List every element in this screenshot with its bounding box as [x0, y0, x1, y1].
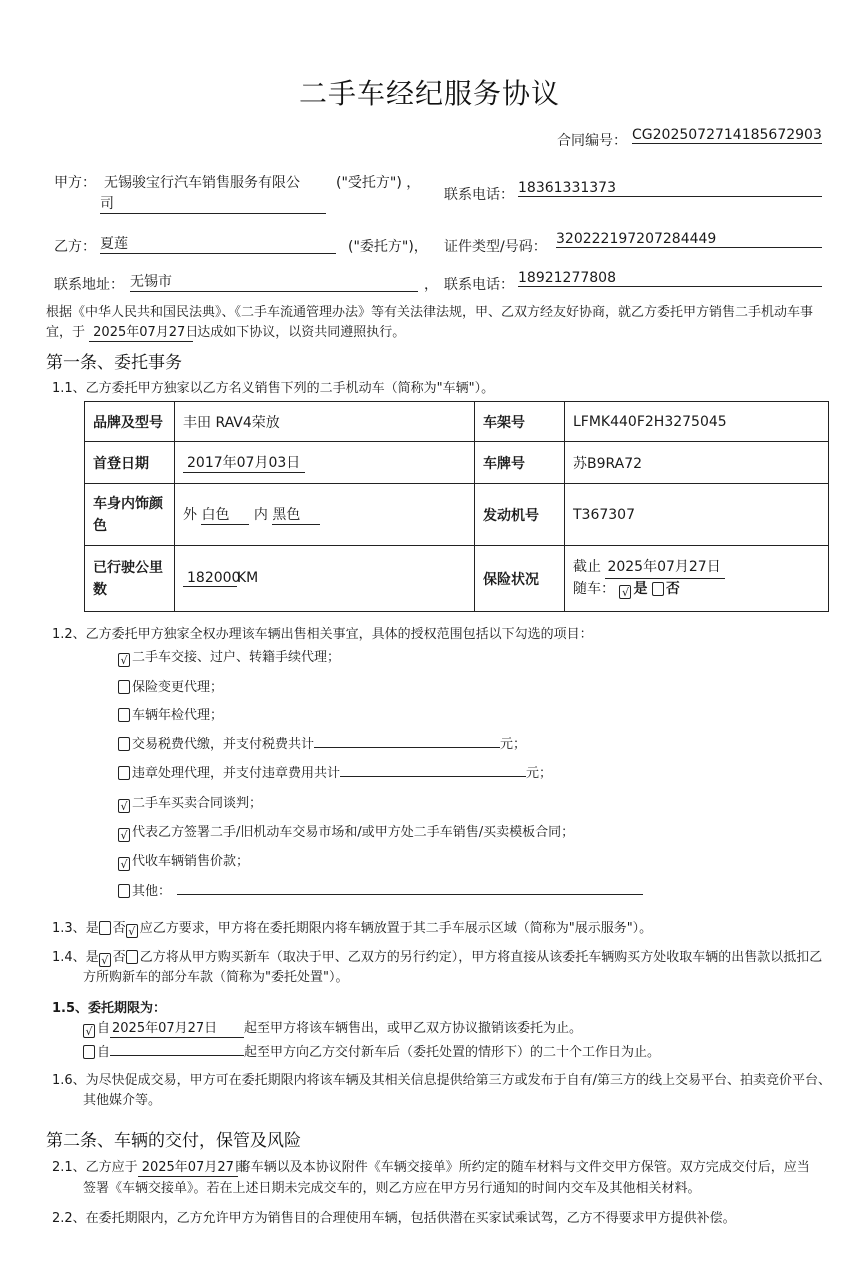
- preamble-post: 达成如下协议，以资共同遵照执行。: [197, 325, 406, 340]
- c14-yes-checkbox[interactable]: √: [99, 953, 111, 967]
- preamble-date: 2025年07月27日: [89, 325, 193, 342]
- option-checkbox[interactable]: [118, 737, 130, 751]
- option-suffix: 元；: [526, 766, 553, 781]
- option-item: [118, 792, 262, 813]
- party-b-address: 无锡市: [130, 271, 418, 292]
- option-checkbox[interactable]: [118, 708, 130, 722]
- term-option-1-checkbox[interactable]: √: [83, 1024, 95, 1038]
- option-label: 二手车买卖合同谈判；: [132, 796, 263, 811]
- party-b-id-label: 证件类型/号码：: [444, 239, 547, 255]
- term-start-date-2[interactable]: [110, 1039, 244, 1056]
- insurance-no-label: 否: [665, 581, 680, 597]
- clause-text: 2.1、乙方应于: [52, 1160, 138, 1175]
- party-b-phone: 18921277808: [518, 270, 822, 287]
- c13-no-checkbox[interactable]: √: [126, 924, 138, 938]
- preamble-line1: 根据《中华人民共和国民法典》、《二手车流通管理办法》等有关法律法规，甲、乙双方经友好协商，就乙方委托甲方销售二手机动车事: [46, 305, 814, 320]
- term-text: 起至甲方向乙方交付新车后（委托处置的情形下）的二十个工作日为止。: [244, 1045, 661, 1060]
- option-label: 保险变更代理；: [132, 680, 224, 695]
- plate-label: 车牌号: [475, 442, 565, 484]
- option-checkbox[interactable]: [118, 680, 130, 694]
- table-row: [85, 402, 829, 442]
- option-checkbox[interactable]: √: [118, 799, 130, 813]
- color-ext-value: 白色: [201, 504, 249, 525]
- clause-number: 1.4、: [52, 950, 86, 965]
- clause-2-1: [52, 1157, 810, 1178]
- violation-amount-field[interactable]: [340, 762, 526, 777]
- mileage-label: 已行驶公里数: [85, 546, 175, 612]
- color-int-value: 黑色: [272, 504, 320, 525]
- table-row: [85, 484, 829, 546]
- party-b-phone-label: 联系电话：: [444, 277, 514, 293]
- clause-text: 应乙方要求，甲方将在委托期限内将车辆放置于其二手车展示区域（简称为"展示服务"）。: [139, 921, 653, 936]
- option-checkbox[interactable]: √: [118, 828, 130, 842]
- clause-text: 乙方将从甲方购买新车（取决于甲、乙双方的另行约定），甲方将直接从该委托车辆购买方处收取车辆的出售款以抵扣乙: [139, 950, 823, 965]
- color-label: 车身内饰颜色: [85, 484, 175, 546]
- other-field[interactable]: [177, 880, 643, 895]
- mileage-value: 182000: [183, 570, 237, 587]
- clause-text: 将车辆以及本协议附件《车辆交接单》所约定的随车材料与文件交甲方保管。双方完成交付后，应当: [237, 1160, 810, 1175]
- table-row: [85, 442, 829, 484]
- address-comma: ，: [424, 277, 438, 293]
- contract-number: CG2025072714185672903: [632, 127, 822, 143]
- option-item: [118, 850, 249, 871]
- yes-label: 是: [85, 921, 99, 936]
- color-ext-label: 外: [183, 507, 197, 523]
- clause-1-2: 1.2、乙方委托甲方独家全权办理该车辆出售相关事宜，具体的授权范围包括以下勾选的项目：: [52, 627, 593, 642]
- color-int-label: 内: [253, 507, 268, 523]
- option-label: 代表乙方签署二手/旧机动车交易市场和/或甲方处二手车销售/买卖模板合同；: [132, 825, 575, 840]
- term-option-2-checkbox[interactable]: [83, 1045, 95, 1059]
- option-item: [118, 821, 574, 842]
- clause-2-1-line2: 签署《车辆交接单》。若在上述日期未完成交车的，则乙方应在甲方另行通知的时间内交车及其他相关材料。: [83, 1181, 701, 1196]
- yes-label: 是: [85, 950, 99, 965]
- tax-amount-field[interactable]: [314, 733, 500, 748]
- party-b-address-label: 联系地址：: [54, 277, 124, 293]
- no-label: 否: [112, 950, 126, 965]
- option-checkbox[interactable]: √: [118, 857, 130, 871]
- option-checkbox[interactable]: [118, 766, 130, 780]
- section2-title: 第二条、车辆的交付，保管及风险: [46, 1131, 301, 1151]
- vehicle-info-table: [84, 401, 829, 612]
- option-label: 代收车辆销售价款；: [132, 854, 250, 869]
- c13-yes-checkbox[interactable]: [99, 921, 111, 935]
- party-b-name: 夏莲: [100, 233, 336, 254]
- party-a-name-line2: 司: [100, 193, 326, 214]
- option-item: [118, 733, 526, 752]
- insurance-no-checkbox[interactable]: [652, 582, 664, 596]
- plate-value: 苏B9RA72: [565, 442, 829, 484]
- party-a-name-line1: 无锡骏宝行汽车销售服务有限公: [104, 175, 300, 191]
- engine-value: T367307: [565, 484, 829, 546]
- mileage-unit: KM: [237, 570, 259, 586]
- option-checkbox[interactable]: [118, 884, 130, 898]
- option-item: [118, 880, 643, 899]
- insurance-yes-label: 是: [633, 581, 648, 597]
- document-title: 二手车经纪服务协议: [298, 77, 560, 110]
- clause-1-5-title: 1.5、委托期限为：: [52, 1001, 167, 1016]
- term-option-1: [83, 1018, 582, 1039]
- from-label: 自: [97, 1045, 111, 1060]
- term-text: 起至甲方将该车辆售出，或甲乙双方协议撤销该委托为止。: [244, 1021, 583, 1036]
- party-b-role: ("委托方")，: [348, 239, 428, 255]
- clause-2-2: 2.2、在委托期限内，乙方允许甲方为销售目的合理使用车辆，包括供潜在买家试乘试驾，乙方不得要求甲方提供补偿。: [52, 1211, 736, 1226]
- engine-label: 发动机号: [475, 484, 565, 546]
- option-item: [118, 762, 552, 781]
- option-checkbox[interactable]: √: [118, 653, 130, 667]
- insurance-until-date: 2025年07月27日: [605, 557, 725, 579]
- term-option-2: [83, 1039, 660, 1063]
- option-label: 其他：: [132, 884, 172, 899]
- insurance-until-label: 截止: [573, 559, 601, 575]
- option-label: 交易税费代缴，并支付税费共计: [132, 737, 315, 752]
- preamble-pre: 宜，于: [46, 325, 86, 340]
- vin-value: LFMK440F2H3275045: [565, 402, 829, 442]
- insurance-label: 保险状况: [475, 546, 565, 612]
- party-a-role: ("受托方") ，: [336, 175, 421, 191]
- option-item: [118, 676, 223, 695]
- brand-value: 丰田 RAV4荣放: [175, 402, 475, 442]
- party-a-phone: 18361331373: [518, 180, 822, 197]
- clause-1-4-line2: 方所购新车的部分车款（简称为"委托处置"）。: [83, 970, 349, 985]
- option-label: 违章处理代理，并支付违章费用共计: [132, 766, 341, 781]
- party-a-phone-label: 联系电话：: [444, 187, 514, 203]
- insurance-yes-checkbox[interactable]: √: [619, 585, 631, 599]
- table-row: [85, 546, 829, 612]
- clause-number: 1.3、: [52, 921, 86, 936]
- clause-1-3: [52, 918, 652, 939]
- option-label: 二手车交接、过户、转籍手续代理；: [132, 650, 341, 665]
- delivery-date: 2025年07月27日: [138, 1160, 238, 1177]
- contract-number-label: 合同编号：: [557, 133, 627, 149]
- party-b-label: 乙方：: [54, 239, 96, 255]
- option-item: [118, 646, 340, 667]
- clause-1-1: 1.1、乙方委托甲方独家以乙方名义销售下列的二手机动车（简称为"车辆"）。: [52, 381, 495, 396]
- clause-1-6-line2: 其他媒介等。: [83, 1093, 162, 1108]
- term-start-date: 2025年07月27日: [110, 1021, 244, 1038]
- section1-title: 第一条、委托事务: [46, 353, 182, 373]
- option-item: [118, 704, 223, 723]
- clause-1-4: [52, 947, 822, 968]
- no-label: 否: [112, 921, 126, 936]
- party-a-label: 甲方：: [54, 175, 96, 191]
- option-label: 车辆年检代理；: [132, 708, 224, 723]
- option-suffix: 元；: [500, 737, 527, 752]
- vin-label: 车架号: [475, 402, 565, 442]
- brand-label: 品牌及型号: [85, 402, 175, 442]
- reg-date-value: 2017年07月03日: [183, 452, 305, 473]
- reg-date-label: 首登日期: [85, 442, 175, 484]
- party-b-id-number: 320222197207284449: [556, 231, 822, 248]
- with-car-label: 随车：: [573, 581, 615, 597]
- c14-no-checkbox[interactable]: [126, 950, 138, 964]
- from-label: 自: [97, 1021, 111, 1036]
- clause-1-6-line1: 1.6、为尽快促成交易，甲方可在委托期限内将该车辆及其相关信息提供给第三方或发布于自有/第三方的线上交易平台、拍卖竞价平台、: [52, 1073, 832, 1088]
